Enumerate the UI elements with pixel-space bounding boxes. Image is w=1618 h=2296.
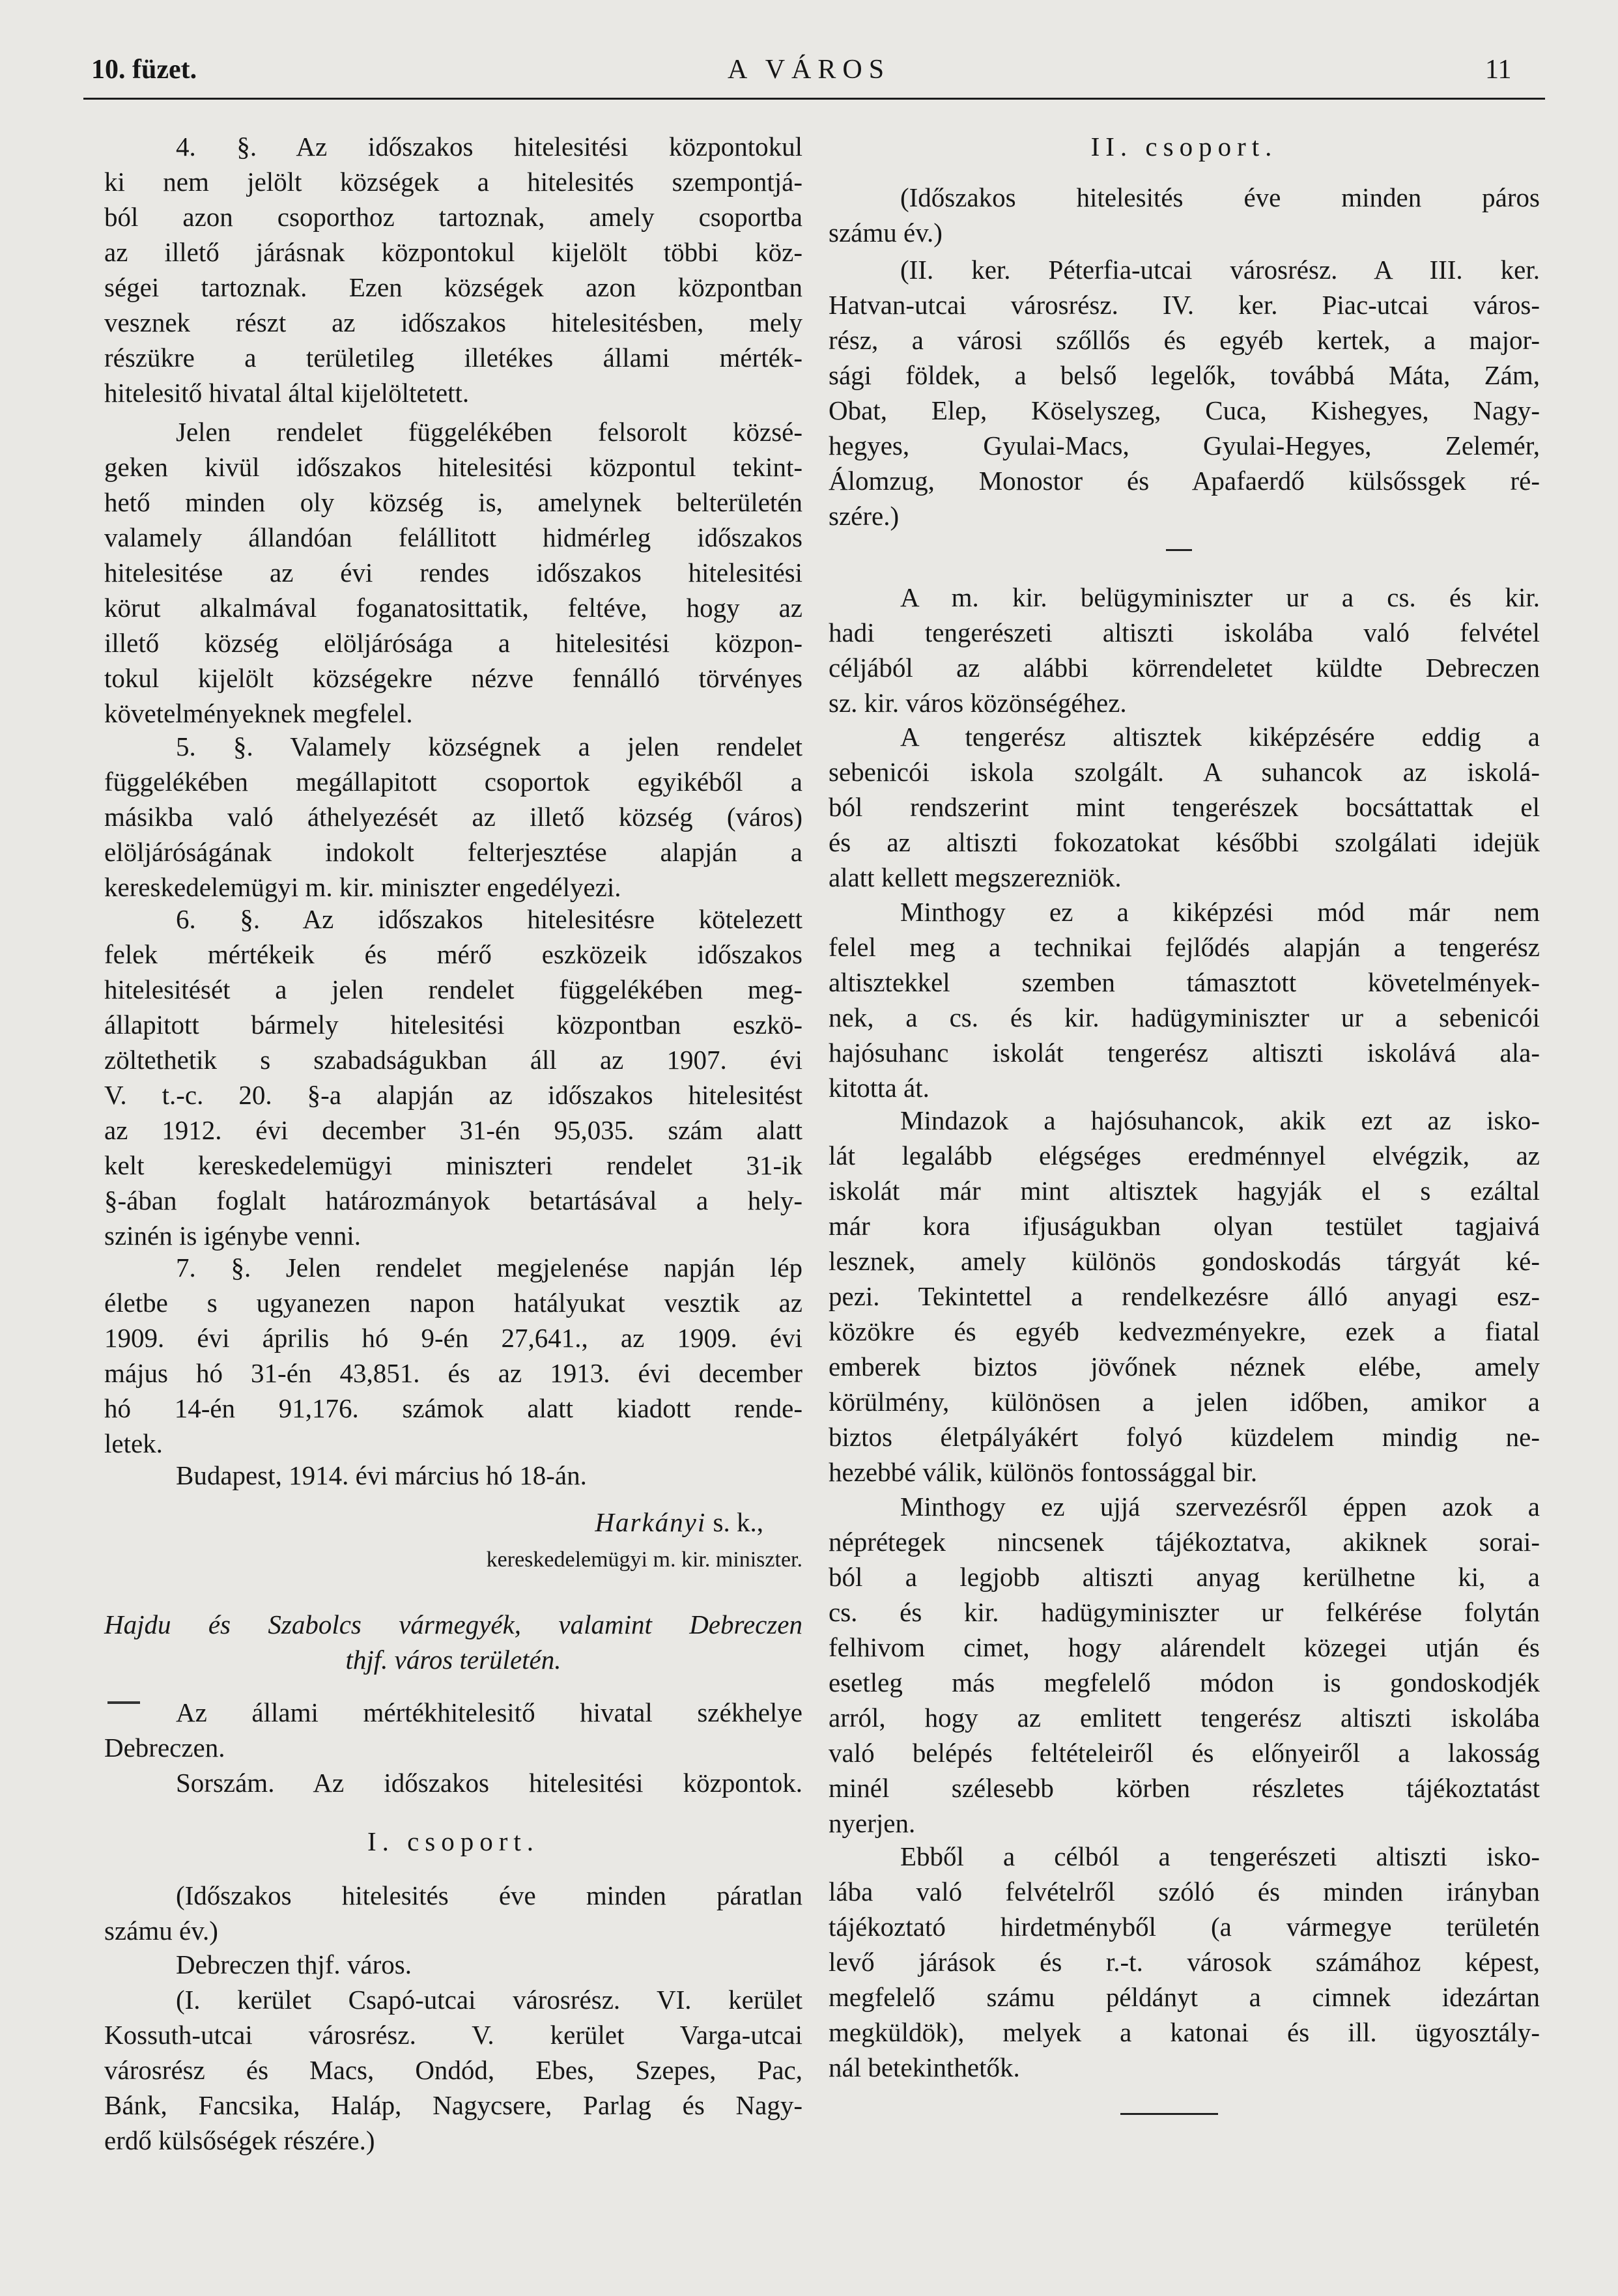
text-line: (II. ker. Péterfia-utcai városrész. A III. ker. [900, 255, 1540, 285]
group-2-note [829, 180, 1540, 250]
text-line: altisztekkel szemben támasztott követelmények- [829, 967, 1540, 997]
text-line: levő járások és r.-t. városok számához képest, [829, 1947, 1540, 1977]
text-line: függelékében megállapitott csoportok egyikéből a [104, 767, 802, 797]
text-line: az illető járásnak központokul kijelölt többi köz- [104, 237, 802, 267]
text-line: közökre és egyéb kedvezményekre, ezek a fiatal [829, 1316, 1540, 1346]
text-line: nek, a cs. és kir. hadügyminiszter ur a sebenicói [829, 1002, 1540, 1032]
text-line: vesznek részt az időszakos hitelesitésben, mely [104, 307, 802, 337]
group-1-title: I. csoport. [367, 1826, 540, 1856]
text-line: lába való felvételről szóló és minden irányban [829, 1877, 1540, 1906]
group-1-city [104, 1947, 802, 1982]
journal-title: A VÁROS [727, 55, 891, 85]
signature-title: kereskedelemügyi m. kir. miniszter. [486, 1548, 802, 1572]
section-separator [1166, 549, 1192, 551]
text-line: megfelelő számu példányt a cimnek idezártan [829, 1982, 1540, 2012]
text-line: iskolát már mint altisztek hagyják el s ezáltal [829, 1176, 1540, 1206]
section-heading [104, 1607, 802, 1677]
text-line: illető község elöljárósága a hitelesitési közpon- [104, 628, 802, 658]
text-line: Minthogy ez ujjá szervezésről éppen azok a [900, 1492, 1540, 1522]
text-line: felhivom cimet, hogy alárendelt közegei utján és [829, 1632, 1540, 1662]
text-line: ségei tartoznak. Ezen községek azon központban [104, 272, 802, 302]
text-line: hegyes, Gyulai-Macs, Gyulai-Hegyes, Zelemér, [829, 431, 1540, 461]
section-heading-line: thjf. város területén. [345, 1645, 561, 1675]
group-2-title: II. csoport. [1090, 132, 1278, 162]
paragraph-7 [104, 1250, 802, 1461]
text-line: V. t.-c. 20. §-a alapján az időszakos hitelesitést [104, 1080, 802, 1110]
paragraph-b [829, 719, 1540, 895]
text-line: követelményeknek megfelel. [104, 698, 413, 728]
text-line: erdő külsőségek részére.) [104, 2125, 375, 2155]
text-line: való belépés feltételeiről és előnyeiről a lakosság [829, 1738, 1540, 1768]
text-line: A tengerész altisztek kiképzésére eddig a [900, 722, 1540, 752]
text-line: körülmény, különösen a jelen időben, amikor a [829, 1387, 1540, 1417]
text-line: hitelesitését a jelen rendelet függelékében meg- [104, 974, 802, 1004]
text-line: megküldök), melyek a katonai és ill. ügyosztály- [829, 2017, 1540, 2047]
text-line: részükre a területileg illetékes állami mérték- [104, 343, 802, 373]
text-line: lát legalább elégséges eredménnyel elvégzik, az [829, 1141, 1540, 1170]
text-line: alatt kellett megszerezniök. [829, 862, 1122, 892]
text-line: nál betekinthetők. [829, 2052, 1020, 2082]
section-heading-line: Hajdu és Szabolcs vármegyék, valamint Debreczen [104, 1609, 802, 1639]
paragraph-jelen [104, 414, 802, 731]
text-line: hitelesitése az évi rendes időszakos hitelesitési [104, 558, 802, 588]
text-line: hadi tengerészeti altiszti iskolába való felvétel [829, 617, 1540, 647]
sorszam-line [104, 1765, 802, 1800]
group-1-city-text: Debreczen thjf. város. [176, 1949, 412, 1979]
text-line: pezi. Tekintettel a rendelkezésre álló anyagi esz- [829, 1281, 1540, 1311]
text-line: sz. kir. város közönségéhez. [829, 688, 1127, 718]
text-line: elöljáróságának indokolt felterjesztése alapján a [104, 837, 802, 867]
text-line: Az állami mértékhitelesitő hivatal székhelye [176, 1697, 802, 1727]
text-line: hitelesitő hivatal által kijelöltetett. [104, 378, 470, 408]
text-line: 6. §. Az időszakos hitelesitésre kötelezett [176, 904, 802, 934]
text-line: arról, hogy az emlitett tengerész altiszti iskolába [829, 1703, 1540, 1733]
end-rule [1120, 2113, 1218, 2115]
text-line: kereskedelemügyi m. kir. miniszter engedélyezi. [104, 872, 621, 902]
text-line: Debreczen. [104, 1733, 225, 1763]
paragraph-6 [104, 901, 802, 1253]
paragraph-d [829, 1103, 1540, 1490]
text-line: kitotta át. [829, 1073, 930, 1103]
text-line: körut alkalmával foganatosittatik, feltéve, hogy az [104, 593, 802, 623]
text-line: hezebbé válik, különös fontossággal bir. [829, 1457, 1258, 1487]
paragraph-5 [104, 729, 802, 905]
text-line: (Időszakos hitelesités éve minden páros [900, 182, 1540, 212]
text-line: sági földek, a belső legelők, továbbá Máta, Zám, [829, 360, 1540, 390]
text-line: szinén is igénybe venni. [104, 1221, 361, 1251]
text-line: valamely állandóan felállitott hidmérleg időszakos [104, 522, 802, 552]
group-2-areas [829, 252, 1540, 533]
place-date-text: Budapest, 1914. évi március hó 18-án. [176, 1460, 587, 1490]
sorszam-text: Sorszám. Az időszakos hitelesitési központok. [176, 1768, 802, 1798]
text-line: cs. és kir. hadügyminiszter ur felkérése folytán [829, 1597, 1540, 1627]
text-line: ki nem jelölt községek a hitelesités szempontjá- [104, 167, 802, 197]
text-line: Obat, Elep, Köselyszeg, Cuca, Kishegyes, Nagy- [829, 395, 1540, 425]
signature-suffix: s. k., [706, 1507, 763, 1537]
text-line: már kora ifjuságukban olyan testület tagjaivá [829, 1211, 1540, 1241]
text-line: május hó 31-én 43,851. és az 1913. évi december [104, 1358, 802, 1388]
text-line: letek. [104, 1428, 163, 1458]
paragraph-e [829, 1489, 1540, 1841]
issue-number: 10. füzet. [91, 55, 197, 85]
office-paragraph [104, 1695, 802, 1765]
text-line: Álomzug, Monostor és Apafaerdő külsőssgek ré- [829, 466, 1540, 496]
text-line: nyerjen. [829, 1808, 916, 1838]
group-1-note [104, 1878, 802, 1948]
text-line: lesznek, amely különös gondoskodás tárgyát ké- [829, 1246, 1540, 1276]
text-line: tájékoztató hirdetményből (a vármegye területén [829, 1912, 1540, 1942]
paragraph-a [829, 580, 1540, 720]
text-line: ból a legjobb altiszti anyag kerülhetne ki, a [829, 1562, 1540, 1592]
paragraph-4 [104, 129, 802, 410]
signature [104, 1505, 802, 1540]
text-line: sebenicói iskola szolgált. A suhancok az iskolá- [829, 757, 1540, 787]
paragraph-c [829, 894, 1540, 1105]
page-number: 11 [1485, 55, 1512, 85]
text-line: kelt kereskedelemügyi miniszteri rendelet 31-ik [104, 1150, 802, 1180]
place-date [104, 1458, 802, 1493]
text-line: Kossuth-utcai városrész. V. kerület Varga-utcai [104, 2020, 802, 2050]
text-line: másikba való áthelyezését az illető község (város) [104, 802, 802, 832]
text-line: felek mértékeik és mérő eszközeik időszakos [104, 939, 802, 969]
text-line: 4. §. Az időszakos hitelesitési központokul [176, 132, 802, 162]
text-line: Hatvan-utcai városrész. IV. ker. Piac-utcai város- [829, 290, 1540, 320]
text-line: (I. kerület Csapó-utcai városrész. VI. kerület [176, 1985, 802, 2015]
text-line: 7. §. Jelen rendelet megjelenése napján lép [176, 1253, 802, 1283]
text-line: céljából az alábbi körrendeletet küldte Debreczen [829, 653, 1540, 683]
text-line: 5. §. Valamely községnek a jelen rendelet [176, 731, 802, 761]
text-line: számu év.) [104, 1916, 218, 1946]
text-line: hajósuhanc iskolát tengerész altiszti iskolává ala- [829, 1038, 1540, 1068]
text-line: az 1912. évi december 31-én 95,035. szám alatt [104, 1115, 802, 1145]
text-line: és az altiszti fokozatokat későbbi szolgálati idejük [829, 827, 1540, 857]
text-line: esetleg más megfelelő módon is gondoskodjék [829, 1667, 1540, 1697]
text-line: minél szélesebb körben részletes tájékoztatást [829, 1773, 1540, 1803]
text-line: rész, a városi szőllős és egyéb kertek, a major- [829, 325, 1540, 355]
text-line: Jelen rendelet függelékében felsorolt közsé- [176, 417, 802, 447]
text-line: ból rendszerint mint tengerészek bocsáttattak el [829, 792, 1540, 822]
text-line: felel meg a technikai fejlődés alapján a tengerész [829, 932, 1540, 962]
text-line: városrész és Macs, Ondód, Ebes, Szepes, Pac, [104, 2055, 802, 2085]
text-line: életbe s ugyanezen napon hatályukat vesztik az [104, 1288, 802, 1318]
text-line: Mindazok a hajósuhancok, akik ezt az isko- [900, 1105, 1540, 1135]
text-line: emberek biztos jövőnek néznek elébe, amely [829, 1352, 1540, 1382]
signature-name: Harkányi [595, 1507, 707, 1537]
text-line: néprétegek nincsenek tájékoztatva, akiknek sorai- [829, 1527, 1540, 1557]
group-1-areas [104, 1982, 802, 2158]
text-line: §-ában foglalt határozmányok betartásával a hely- [104, 1185, 802, 1215]
text-line: állapitott bármely hitelesitési központban eszkö- [104, 1010, 802, 1040]
text-line: (Időszakos hitelesités éve minden páratlan [176, 1880, 802, 1910]
text-line: Ebből a célból a tengerészeti altiszti isko- [900, 1841, 1540, 1871]
text-line: ból azon csoporthoz tartoznak, amely csoportba [104, 202, 802, 232]
text-line: számu év.) [829, 218, 943, 248]
text-line: 1909. évi április hó 9-én 27,641., az 1909. évi [104, 1323, 802, 1353]
paragraph-f [829, 1839, 1540, 2085]
text-line: Minthogy ez a kiképzési mód már nem [900, 897, 1540, 927]
text-line: hó 14-én 91,176. számok alatt kiadott rende- [104, 1393, 802, 1423]
text-line: A m. kir. belügyminiszter ur a cs. és kir. [900, 582, 1540, 612]
text-line: biztos életpályákért folyó küzdelem mindig ne- [829, 1422, 1540, 1452]
header-rule [83, 98, 1545, 100]
text-line: geken kivül időszakos hitelesitési központul tekint- [104, 452, 802, 482]
text-line: Bánk, Fancsika, Haláp, Nagycsere, Parlag és Nagy- [104, 2090, 802, 2120]
text-line: tokul kijelölt községekre nézve fennálló törvényes [104, 663, 802, 693]
text-line: hető minden oly község is, amelynek belterületén [104, 487, 802, 517]
text-line: zöltethetik s szabadságukban áll az 1907. évi [104, 1045, 802, 1075]
text-line: szére.) [829, 501, 900, 531]
